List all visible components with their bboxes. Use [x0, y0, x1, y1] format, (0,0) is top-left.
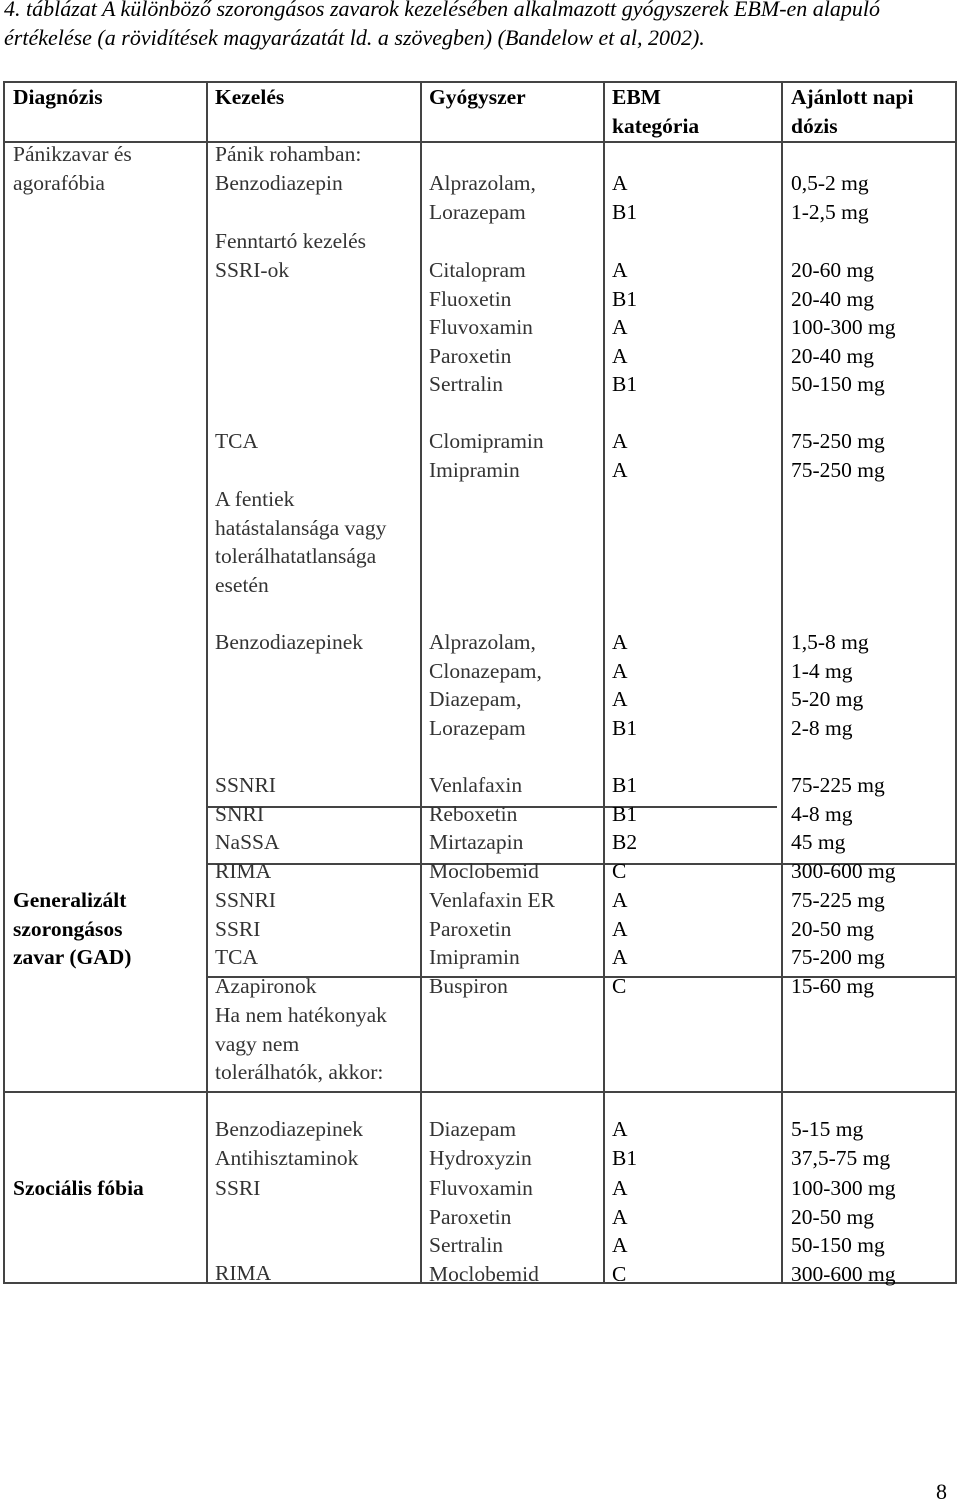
drug-table — [3, 81, 957, 1284]
ebm-social: A A A C — [612, 1176, 628, 1286]
doses-gad-g3: 5-15 mg 37,5-75 mg — [791, 1117, 891, 1170]
doses-social: 100-300 mg 20-50 mg 50-150 mg 300-600 mg — [791, 1176, 896, 1286]
column-divider — [603, 83, 605, 1282]
drugs-social: Fluvoxamin Paroxetin Sertralin Moclobemid — [429, 1176, 539, 1286]
treatment-gad-g1: SSNRI SSRI TCA Azapironok — [215, 888, 317, 998]
treatment-benzodiazepines: Benzodiazepinek — [215, 630, 364, 654]
row-divider — [5, 1091, 955, 1093]
ebm-gad-g3: A B1 — [612, 1117, 638, 1170]
header-drug: Gyógyszer — [429, 85, 526, 109]
ebm-gad-g1: A A A C — [612, 888, 628, 998]
column-divider — [206, 83, 208, 1282]
treatment-social-rima: RIMA — [215, 1261, 272, 1285]
drugs-panic-g5: Alprazolam, Clonazepam, Diazepam, Lorazepam — [429, 630, 542, 740]
diagnosis-gad: Generalizált szorongásos zavar (GAD) — [13, 888, 132, 970]
treatment-other-antidepressants: SSNRI SNRI NaSSA RIMA — [215, 773, 280, 883]
column-divider — [420, 83, 422, 1282]
treatment-panic-attack: Pánik rohamban: Benzodiazepin — [215, 142, 362, 195]
treatment-social-ssri: SSRI — [215, 1176, 261, 1200]
doses-panic-g1: 0,5-2 mg 1-2,5 mg — [791, 171, 869, 224]
drugs-panic-g6: Venlafaxin Reboxetin Mirtazapin Moclobemid — [429, 773, 539, 883]
ebm-panic-g1: A B1 — [612, 171, 638, 224]
treatment-tca: TCA — [215, 429, 258, 453]
ebm-panic-g6: B1 B1 B2 C — [612, 773, 638, 883]
header-treatment: Kezelés — [215, 85, 285, 109]
ebm-panic-g5: A A A B1 — [612, 630, 638, 740]
doses-panic-g2: 20-60 mg 20-40 mg 100-300 mg 20-40 mg 50-150 mg — [791, 258, 896, 397]
drugs-panic-g2: Citalopram Fluoxetin Fluvoxamin Paroxetin Sertralin — [429, 258, 533, 397]
drugs-gad-g3: Diazepam Hydroxyzin — [429, 1117, 532, 1170]
diagnosis-social-phobia: Szociális fóbia — [13, 1176, 144, 1200]
column-divider — [781, 83, 783, 1282]
header-recommended-dose: Ajánlott napi dózis — [791, 85, 914, 138]
doses-panic-g5: 1,5-8 mg 1-4 mg 5-20 mg 2-8 mg — [791, 630, 869, 740]
treatment-gad-g3: Benzodiazepinek Antihisztaminok — [215, 1117, 364, 1170]
drugs-gad-g1: Venlafaxin ER Paroxetin Imipramin Buspiron — [429, 888, 555, 998]
doses-gad-g1: 75-225 mg 20-50 mg 75-200 mg 15-60 mg — [791, 888, 885, 998]
table-caption: 4. táblázat A különböző szorongásos zavarok kezelésében alkalmazott gyógyszerek EBM-en alapuló értékelése (a rövidítések magyarázatát ld. a szövegben) (Bandelow et al, 2002). — [4, 0, 881, 50]
doses-panic-g3: 75-250 mg 75-250 mg — [791, 429, 885, 482]
doses-panic-g6: 75-225 mg 4-8 mg 45 mg 300-600 mg — [791, 773, 896, 883]
ebm-panic-g3: A A — [612, 429, 628, 482]
diagnosis-panic: Pánikzavar és agorafóbia — [13, 142, 132, 195]
treatment-if-ineffective: A fentiek hatástalansága vagy tolerálhatatlansága esetén — [215, 487, 387, 597]
row-divider — [5, 141, 955, 143]
ebm-panic-g2: A B1 A A B1 — [612, 258, 638, 397]
treatment-maintenance: Fenntartó kezelés SSRI-ok — [215, 229, 367, 282]
drugs-panic-g3: Clomipramin Imipramin — [429, 429, 544, 482]
header-ebm-category: EBM kategória — [612, 85, 700, 138]
treatment-gad-if-ineffective: Ha nem hatékonyak vagy nem tolerálhatók, akkor: — [215, 1003, 387, 1085]
page-number: 8 — [936, 1479, 947, 1504]
drugs-panic-g1: Alprazolam, Lorazepam — [429, 171, 536, 224]
header-diagnosis: Diagnózis — [13, 85, 103, 109]
